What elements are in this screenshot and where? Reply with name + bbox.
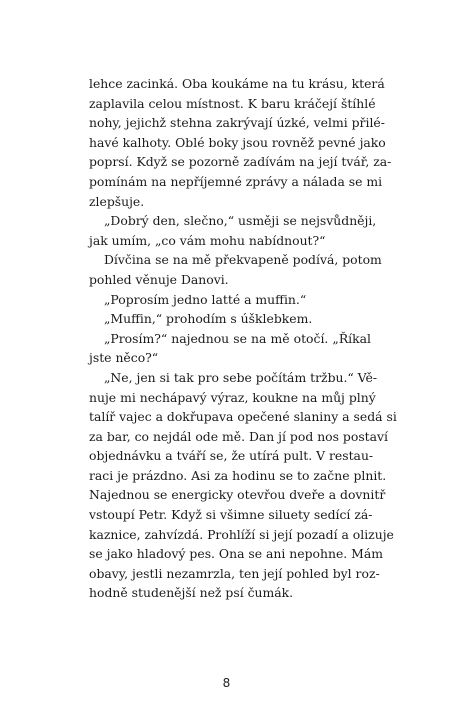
text-line: „Muffin,“ prohodím s úšklebkem. — [104, 311, 313, 327]
text-line: havé kalhoty. Oblé boky jsou rovněž pevné jako — [89, 134, 386, 150]
text-line: raci je prázdno. Asi za hodinu se to začne plnit. — [89, 467, 387, 483]
text-line: „Poprosím jedno latté a muffin.“ — [104, 291, 307, 307]
text-line: jak umím, „co vám mohu nabídnout?“ — [89, 232, 326, 248]
body-text — [89, 74, 397, 603]
text-line: lehce zacinká. Oba koukáme na tu krásu, která — [89, 76, 385, 91]
text-line: pomínám na nepříjemné zprávy a nálada se mi — [89, 173, 383, 189]
text-line: Najednou se energicky otevřou dveře a dovnitř — [89, 487, 386, 503]
text-line: „Dobrý den, slečno,“ usměji se nejsvůdněji, — [104, 213, 377, 229]
text-line: pohled věnuje Danovi. — [89, 271, 229, 287]
text-line: obavy, jestli nezamrzla, ten její pohled byl roz- — [89, 565, 380, 581]
text-line: jste něco?“ — [89, 350, 159, 366]
text-line: nuje mi nechápavý výraz, koukne na můj plný — [89, 389, 376, 405]
text-line: zlepšuje. — [89, 193, 145, 209]
page-number: 8 — [222, 676, 231, 690]
text-line: za bar, co nejdál ode mě. Dan jí pod nos postaví — [89, 428, 389, 444]
text-line: „Ne, jen si tak pro sebe počítám tržbu.“ Vě- — [104, 369, 378, 385]
text-line: Dívčina se na mě překvapeně podívá, potom — [104, 252, 382, 268]
text-line: vstoupí Petr. Když si všimne siluety sedící zá- — [89, 507, 373, 523]
text-line: hodně studenější než psí čumák. — [89, 585, 294, 601]
text-line: talíř vajec a dokřupava opečené slaniny a sedá si — [89, 409, 397, 425]
text-line: zaplavila celou místnost. K baru kráčejí štíhlé — [89, 95, 376, 111]
text-line: objednávku a tváří se, že utírá pult. V restau- — [89, 448, 374, 464]
text-line: se jako hladový pes. Ona se ani nepohne. Mám — [89, 546, 383, 562]
text-line: poprsí. Když se pozorně zadívám na její tvář, za- — [89, 154, 392, 170]
text-line: nohy, jejichž stehna zakrývají úzké, velmi přilé- — [89, 115, 385, 131]
text-line: kaznice, zahvízdá. Prohlíží si její pozadí a olizuje — [89, 526, 394, 542]
text-line: „Prosím?“ najednou se na mě otočí. „Říkal — [104, 330, 371, 346]
